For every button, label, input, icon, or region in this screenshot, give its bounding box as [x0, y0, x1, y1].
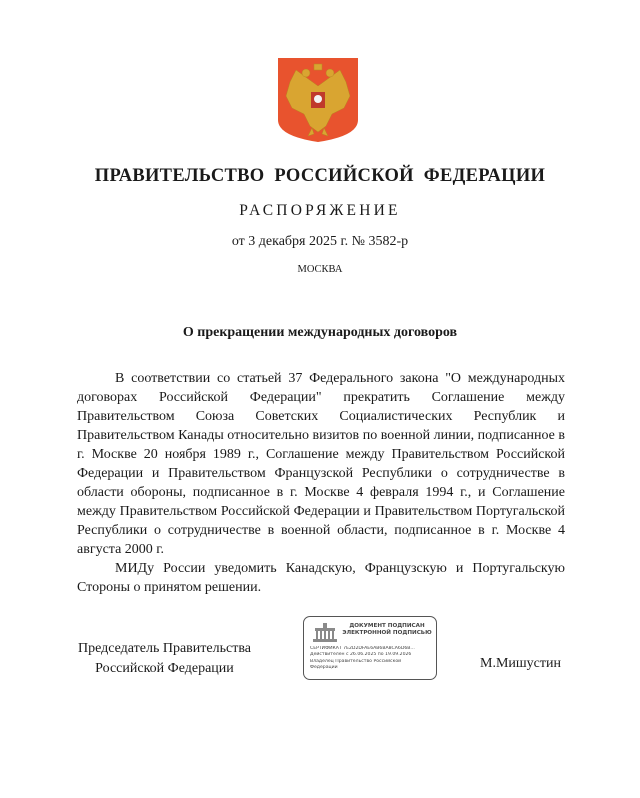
- document-subject: О прекращении международных договоров: [182, 325, 458, 340]
- esign-header-line: ЭЛЕКТРОННОЙ ПОДПИСЬЮ: [342, 630, 432, 636]
- signer-position-line: Председатель Правительства: [78, 641, 251, 656]
- building-crest-icon: [311, 622, 339, 644]
- document-date-number: от 3 декабря 2025 г. № 3582-р: [231, 234, 409, 249]
- esign-owner: Владелец Правительство Российской: [310, 658, 402, 664]
- document-type: РАСПОРЯЖЕНИЕ: [239, 202, 401, 219]
- esign-owner: Федерации: [310, 665, 338, 671]
- document-city: МОСКВА: [297, 264, 343, 275]
- esign-validity: Действителен с 26.06.2025 по 19.09.2026: [310, 652, 412, 658]
- esign-details: [310, 646, 434, 672]
- signer-name: М.Мишустин: [480, 656, 561, 671]
- body-paragraph: МИДу России уведомить Канадскую, Французскую и Португальскую Стороны о принятом решении.: [77, 561, 565, 595]
- body-paragraph: В соответствии со статьей 37 Федерального закона "О международных договорах Российской Федерации" прекратить Соглашение между Правительством Союза Советских Социалистических Республик и Правительством Канады относительно визитов по военной линии, подписанное в г. Москве 20 ноября 1989 г., Соглашение между Правительством Российской Федерации и Правительством Французской Республики о сотрудничестве в области обороны, подписанное в г. Москве 4 февраля 1994 г., и Соглашение между Правительством Российской Федерации и Правительством Португальской Республики о сотрудничестве в военной области, подписанное в г. Москве 4 августа 2000 г.: [77, 371, 565, 557]
- government-title: ПРАВИТЕЛЬСТВО РОССИЙСКОЙ ФЕДЕРАЦИИ: [94, 166, 546, 186]
- esign-header-line: ДОКУМЕНТ ПОДПИСАН: [349, 623, 425, 629]
- esign-header: [340, 623, 434, 637]
- signer-position: [78, 639, 251, 679]
- document-body: [77, 369, 565, 597]
- signer-position-line: Российской Федерации: [95, 661, 234, 676]
- coat-of-arms-icon: [276, 56, 360, 144]
- electronic-signature-stamp: [303, 616, 437, 680]
- esign-certificate: СЕРТИФИКАТ 7E2D2DFAE6AB6BA8CA6D6B...: [310, 646, 415, 651]
